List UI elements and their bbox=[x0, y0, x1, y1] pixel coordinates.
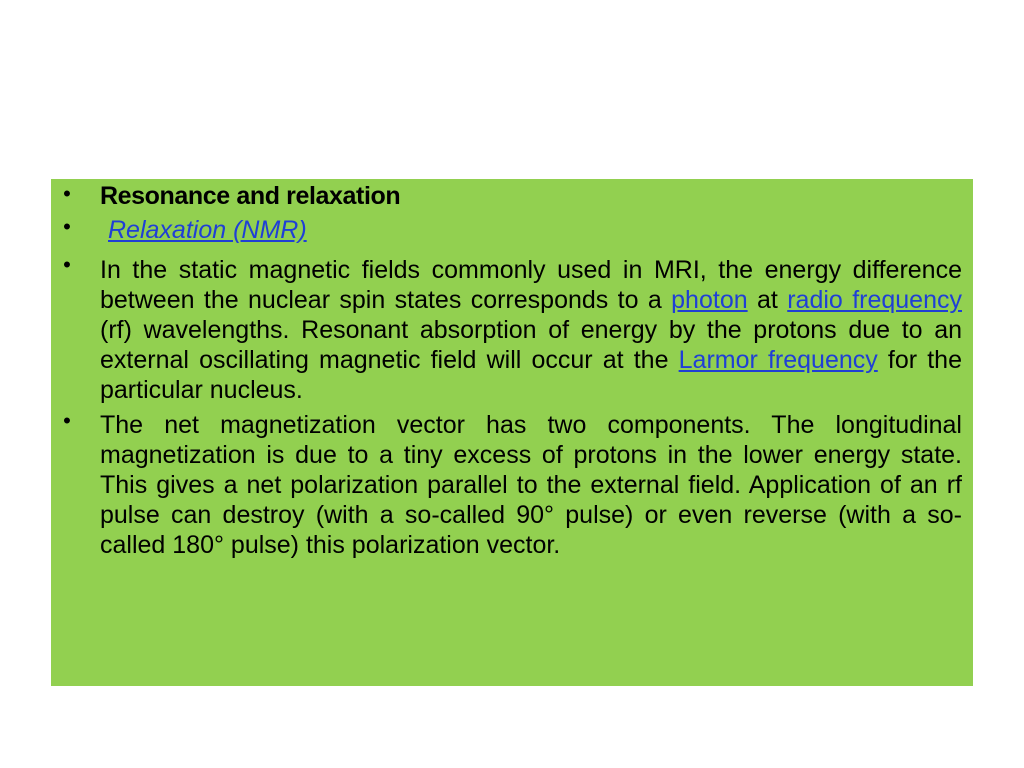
paragraph-text-part-4: for the particular nucleus. bbox=[100, 346, 962, 404]
paragraph-text-part-1: In the static magnetic fields commonly used in MRI, the energy difference between the nuclear spin states corresponds to a bbox=[100, 256, 962, 314]
content-box bbox=[51, 179, 973, 686]
section-heading: Resonance and relaxation bbox=[100, 182, 401, 210]
bullet-marker: • bbox=[63, 252, 71, 277]
larmor-frequency-link[interactable]: Larmor frequency bbox=[678, 346, 878, 374]
radio-frequency-link[interactable]: radio frequency bbox=[787, 286, 962, 314]
bullet-heading bbox=[51, 179, 973, 212]
bullet-marker: • bbox=[63, 181, 71, 206]
bullet-marker: • bbox=[63, 408, 71, 433]
bullet-list bbox=[51, 179, 973, 560]
paragraph-text-part-2: at bbox=[747, 286, 788, 314]
relaxation-nmr-link[interactable]: Relaxation (NMR) bbox=[108, 216, 307, 244]
bullet-paragraph-1 bbox=[51, 250, 973, 406]
bullet-relaxation-link bbox=[51, 212, 973, 250]
bullet-paragraph-2 bbox=[51, 406, 973, 560]
bullet-marker: • bbox=[63, 214, 71, 239]
photon-link[interactable]: photon bbox=[671, 286, 748, 314]
paragraph-text-part-3: (rf) wavelengths. Resonant absorption of energy by the protons due to an external oscillating magnetic field will occur at the bbox=[100, 316, 962, 374]
paragraph-text: The net magnetization vector has two components. The longitudinal magnetization is due to a tiny excess of protons in the lower energy state. This gives a net polarization parallel to the external field. Application of an rf pulse can destroy (with a so-called 90° pulse) or even reverse (with a so-called 180° pulse) this polarization vector. bbox=[100, 411, 962, 559]
